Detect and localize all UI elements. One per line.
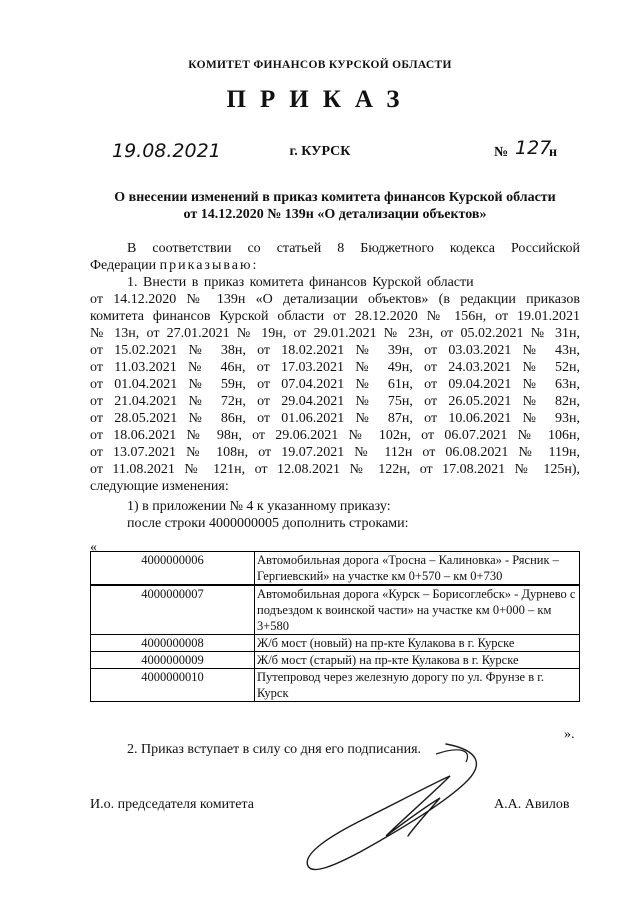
item2-paragraph: 2. Приказ вступает в силу со дня его подписания.	[127, 742, 422, 757]
object-code: 4000000006	[91, 552, 255, 586]
object-name: Путепровод через железную дорогу по ул. Фрунзе в г. Курск	[255, 669, 580, 702]
item1-subpoint-text: после строки 4000000005 дополнить строками:	[127, 516, 409, 531]
table-row	[91, 635, 580, 652]
object-code: 4000000009	[91, 652, 255, 669]
object-code: 4000000007	[91, 585, 255, 635]
object-name: Автомобильная дорога «Тросна – Калиновка» - Рясник – Гергиевский» на участке км 0+570 – км 0+730	[255, 552, 580, 586]
order-city: г. КУРСК	[289, 144, 351, 159]
item1-paragraph	[90, 274, 580, 532]
table-row	[91, 552, 580, 586]
quote-open: «	[90, 540, 97, 555]
order-subject	[90, 189, 580, 223]
item1-subpoint: 1) в приложении № 4 к указанному приказу:	[127, 499, 391, 514]
item1-line: от 13.07.2021 № 108н, от 19.07.2021 № 112н от 06.08.2021 № 119н,	[90, 445, 580, 460]
item1-line: от 14.12.2020 № 139н «О детализации объектов» (в редакции приказов	[90, 292, 580, 307]
handwritten-signature	[300, 740, 500, 880]
item1-line: от 18.06.2021 № 98н, от 29.06.2021 № 102н, от 06.07.2021 № 106н,	[90, 428, 580, 443]
order-number: 127	[515, 137, 552, 159]
order-number-suffix: н	[549, 145, 558, 160]
committee-header: КОМИТЕТ ФИНАНСОВ КУРСКОЙ ОБЛАСТИ	[188, 59, 452, 71]
order-date: 19.08.2021	[112, 140, 221, 162]
intro-line-2	[90, 257, 580, 274]
table-row	[91, 669, 580, 702]
objects-table	[90, 551, 580, 702]
item1-line: от 11.03.2021 № 46н, от 17.03.2021 № 49н, от 24.03.2021 № 52н,	[90, 360, 580, 375]
intro-order-word: приказываю:	[159, 258, 259, 273]
intro-paragraph	[90, 240, 580, 274]
item1-line: комитета финансов Курской области от 28.12.2020 № 156н, от 19.01.2021	[90, 309, 580, 324]
object-code: 4000000008	[91, 635, 255, 652]
intro-federation: Федерации	[90, 258, 160, 273]
item1-line: от 15.02.2021 № 38н, от 18.02.2021 № 39н, от 03.03.2021 № 43н,	[90, 343, 580, 358]
item1-line: от 01.04.2021 № 59н, от 07.04.2021 № 61н, от 09.04.2021 № 63н,	[90, 377, 580, 392]
table-row	[91, 585, 580, 635]
quote-close: ».	[564, 727, 575, 742]
subject-line-1: О внесении изменений в приказ комитета финансов Курской области	[114, 190, 556, 205]
table-row	[91, 652, 580, 669]
intro-line-1: В соответствии со статьей 8 Бюджетного кодекса Российской	[127, 241, 580, 256]
signature-stroke	[307, 744, 476, 870]
signatory-role: И.о. председателя комитета	[90, 797, 254, 812]
order-number-label: №	[494, 145, 509, 160]
signatory-name: А.А. Авилов	[494, 797, 570, 812]
object-code: 4000000010	[91, 669, 255, 702]
document-title: ПРИКАЗ	[226, 86, 414, 113]
item1-line: 1. Внести в приказ комитета финансов Курской области	[127, 275, 474, 290]
item1-line: от 11.08.2021 № 121н, от 12.08.2021 № 122н, от 17.08.2021 № 125н),	[90, 462, 580, 477]
subject-line-2: от 14.12.2020 № 139н «О детализации объектов»	[183, 207, 487, 222]
item1-line: следующие изменения:	[90, 479, 229, 494]
item1-line: от 28.05.2021 № 86н, от 01.06.2021 № 87н, от 10.06.2021 № 93н,	[90, 411, 580, 426]
item1-line: от 21.04.2021 № 72н, от 29.04.2021 № 75н, от 26.05.2021 № 82н,	[90, 394, 580, 409]
object-name: Ж/б мост (старый) на пр-кте Кулакова в г. Курске	[255, 652, 580, 669]
signature-flourish	[436, 750, 468, 762]
item1-line: № 13н, от 27.01.2021 № 19н, от 29.01.2021 № 23н, от 05.02.2021 № 31н,	[90, 326, 580, 341]
object-name: Автомобильная дорога «Курск – Борисоглебск» - Дурнево с подъездом к воинской части» на участке км 0+000 – км 3+580	[255, 585, 580, 635]
object-name: Ж/б мост (новый) на пр-кте Кулакова в г. Курске	[255, 635, 580, 652]
